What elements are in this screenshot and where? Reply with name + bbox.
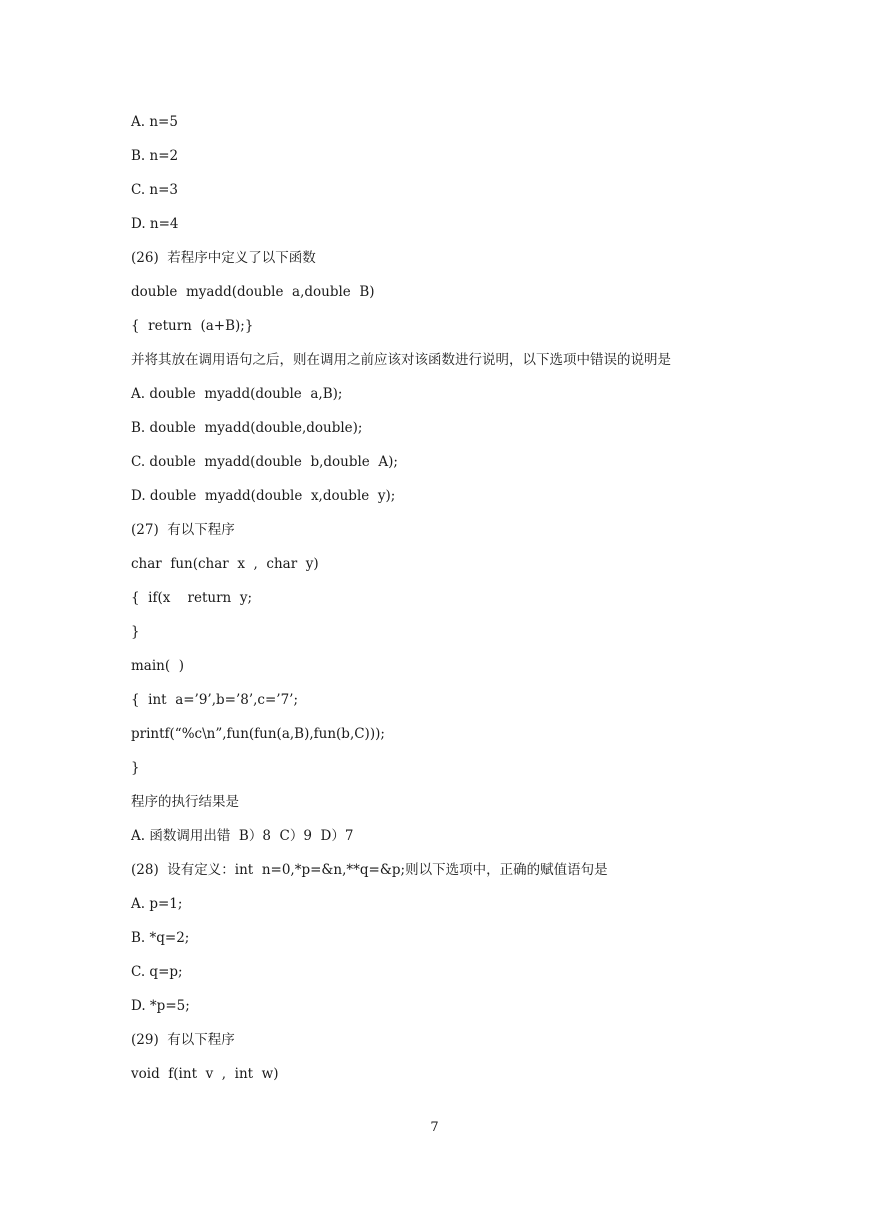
option-line: A. n=5 [131, 114, 178, 130]
code-line: main( ) [131, 658, 184, 674]
code-line: } [131, 624, 140, 640]
option-line: B. n=2 [131, 148, 179, 164]
question-27: (27) 有以下程序 [131, 522, 235, 538]
option-line: B. double myadd(double,double); [131, 420, 363, 436]
question-text: 程序的执行结果是 [131, 794, 239, 810]
option-line: D. *p=5; [131, 998, 190, 1014]
code-line: { int a=’9’,b=’8’,c=’7’; [131, 692, 299, 708]
option-line: C. n=3 [131, 182, 179, 198]
code-line: printf(“%c\n”,fun(fun(a,B),fun(b,C))); [131, 726, 385, 742]
code-line: { if(x return y; [131, 590, 252, 606]
option-line: D. double myadd(double x,double y); [131, 488, 396, 504]
option-line: D. n=4 [131, 216, 179, 232]
option-line: A. double myadd(double a,B); [131, 386, 343, 402]
code-line: void f(int v , int w) [131, 1066, 279, 1082]
question-29: (29) 有以下程序 [131, 1032, 235, 1048]
code-line: } [131, 760, 140, 776]
code-line: char fun(char x , char y) [131, 556, 319, 572]
question-26: (26) 若程序中定义了以下函数 [131, 250, 316, 266]
question-28: (28) 设有定义：int n=0,*p=&n,**q=&p;则以下选项中，正确的赋值语句是 [131, 862, 608, 878]
option-line: A. 函数调用出错 B）8 C）9 D）7 [131, 828, 354, 844]
code-line: { return (a+B);} [131, 318, 254, 334]
page-number: 7 [430, 1120, 439, 1135]
option-line: C. q=p; [131, 964, 183, 980]
code-line: double myadd(double a,double B) [131, 284, 375, 300]
option-line: C. double myadd(double b,double A); [131, 454, 398, 470]
option-line: A. p=1; [131, 896, 183, 912]
option-line: B. *q=2; [131, 930, 190, 946]
question-text: 并将其放在调用语句之后，则在调用之前应该对该函数进行说明，以下选项中错误的说明是 [131, 352, 671, 368]
document-body [131, 112, 831, 1098]
